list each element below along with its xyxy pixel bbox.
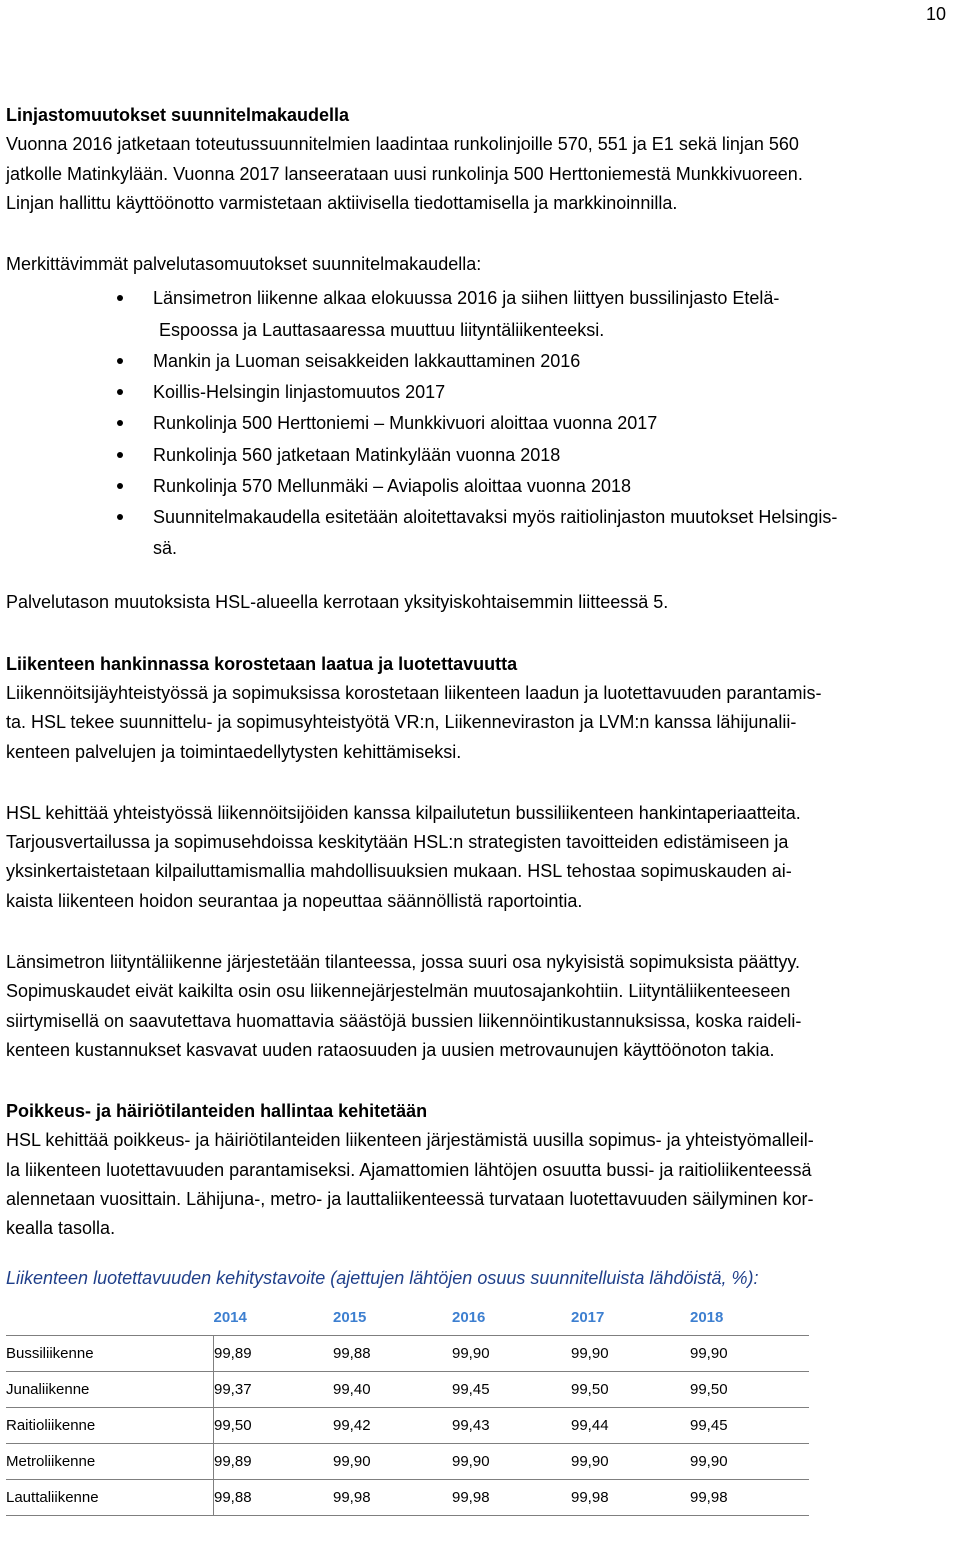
bullet-icon: [117, 358, 123, 364]
list-item-line: Mankin ja Luoman seisakkeiden lakkauttaminen 2016: [153, 350, 581, 371]
text-line: Sopimuskaudet eivät kaikilta osin osu liikennejärjestelmän muutosajankohtiin. Liityntäliikenteeseen: [6, 981, 791, 1002]
text-line: HSL kehittää yhteistyössä liikennöitsijöiden kanssa kilpailutetun bussiliikenteen hankintaperiaatteita.: [6, 802, 801, 823]
table-caption: Liikenteen luotettavuuden kehitystavoite (ajettujen lähtöjen osuus suunnitelluista lähdöistä, %):: [6, 1267, 759, 1288]
table-row: [6, 1479, 809, 1515]
table-header-year: 2014: [213, 1309, 247, 1327]
table-cell: 99,37: [214, 1371, 334, 1407]
list-item: [6, 471, 942, 502]
section-heading-poikkeus: Poikkeus- ja häiriötilanteiden hallintaa kehitetään: [6, 1101, 428, 1122]
text-line: ta. HSL tekee suunnittelu- ja sopimusyhteistyötä VR:n, Liikenneviraston ja LVM:n kanssa lähijunalii-: [6, 712, 797, 733]
section-heading-hankinta: Liikenteen hankinnassa korostetaan laatua ja luotettavuutta: [6, 653, 518, 674]
section3-paragraph: [6, 1126, 942, 1243]
table-row: [6, 1407, 809, 1443]
table-cell: 99,50: [571, 1371, 690, 1407]
list-item: [6, 408, 942, 439]
table-row-label: Lauttaliikenne: [6, 1479, 214, 1515]
text-line: la liikenteen luotettavuuden parantamiseksi. Ajamattomien lähtöjen osuutta bussi- ja raitioliikenteessä: [6, 1159, 812, 1180]
list-item-line: Runkolinja 570 Mellunmäki – Aviapolis aloittaa vuonna 2018: [153, 475, 631, 496]
bullet-icon: [117, 389, 123, 395]
table-cell: 99,89: [214, 1443, 334, 1479]
table-cell: 99,98: [452, 1479, 571, 1515]
table-row: [6, 1443, 809, 1479]
table-row-label: Bussiliikenne: [6, 1335, 214, 1371]
list-item: [6, 346, 942, 377]
table-row-label: Junaliikenne: [6, 1371, 214, 1407]
section2-paragraph-2: [6, 799, 942, 916]
text-line: kenteen palvelujen ja toimintaedellytysten kehittämiseksi.: [6, 741, 462, 762]
list-item-line: Länsimetron liikenne alkaa elokuussa 2016 ja siihen liittyen bussilinjasto Etelä-: [153, 288, 780, 309]
text-line: yksinkertaistetaan kilpailuttamismallia mahdollisuuksien mukaan. HSL tehostaa sopimuskauden ai-: [6, 861, 792, 882]
page-number: 10: [925, 4, 946, 24]
bullet-icon: [117, 295, 123, 301]
text-line: alennetaan vuosittain. Lähijuna-, metro- ja lauttaliikenteessä turvataan luotettavuuden säilyminen kor-: [6, 1189, 814, 1210]
bullet-icon: [117, 452, 123, 458]
reliability-table: [6, 1301, 809, 1516]
text-line: siirtymisellä on saavutettava huomattavia säästöjä bussien liikennöintikustannuksissa, koska raideli-: [6, 1010, 802, 1031]
table-header-empty: [6, 1301, 214, 1336]
table-row: [6, 1335, 809, 1371]
table-header-year: 2016: [452, 1309, 486, 1327]
table-cell: 99,90: [690, 1335, 809, 1371]
table-cell: 99,88: [333, 1335, 452, 1371]
list-item-line: sä.: [153, 538, 178, 559]
table-row-label: Metroliikenne: [6, 1443, 214, 1479]
changes-intro: Merkittävimmät palvelutasomuutokset suunnitelmakaudella:: [6, 254, 482, 275]
section2-paragraph-3: [6, 948, 942, 1065]
table-cell: 99,98: [333, 1479, 452, 1515]
table-cell: 99,90: [571, 1335, 690, 1371]
text-line: Linjan hallittu käyttöönotto varmistetaan aktiivisella tiedottamisella ja markkinoinnilla.: [6, 192, 678, 213]
table-cell: 99,45: [452, 1371, 571, 1407]
table-cell: 99,90: [571, 1443, 690, 1479]
changes-list: [6, 283, 942, 564]
table-cell: 99,98: [690, 1479, 809, 1515]
table-header-year: 2015: [333, 1309, 367, 1327]
section-heading-linjastomuutokset: Linjastomuutokset suunnitelmakaudella: [6, 105, 350, 125]
table-cell: 99,90: [452, 1335, 571, 1371]
list-item: [6, 502, 942, 564]
table-row: [6, 1371, 809, 1407]
text-line: kaista liikenteen hoidon seurantaa ja nopeuttaa säännöllistä raportointia.: [6, 890, 583, 911]
text-line: Länsimetron liityntäliikenne järjestetään tilanteessa, jossa suuri osa nykyisistä sopimuksista päättyy.: [6, 951, 801, 972]
list-item: [6, 283, 942, 345]
table-cell: 99,50: [690, 1371, 809, 1407]
list-item: [6, 440, 942, 471]
bullet-icon: [117, 420, 123, 426]
table-cell: 99,42: [333, 1407, 452, 1443]
section2-paragraph-1: [6, 679, 942, 767]
list-item-line: Runkolinja 560 jatketaan Matinkylään vuonna 2018: [153, 444, 561, 465]
text-line: jatkolle Matinkylään. Vuonna 2017 lanseerataan uusi runkolinja 500 Herttoniemestä Munkkivuoreen.: [6, 163, 803, 184]
text-line: kealla tasolla.: [6, 1218, 116, 1239]
table-cell: 99,50: [214, 1407, 334, 1443]
table-cell: 99,90: [333, 1443, 452, 1479]
table-row-label: Raitioliikenne: [6, 1407, 214, 1443]
changes-outro: Palvelutason muutoksista HSL-alueella kerrotaan yksityiskohtaisemmin liitteessä 5.: [6, 592, 669, 613]
table-cell: 99,44: [571, 1407, 690, 1443]
table-header-year: 2017: [571, 1309, 605, 1327]
table-cell: 99,89: [214, 1335, 334, 1371]
table-cell: 99,45: [690, 1407, 809, 1443]
table-cell: 99,90: [452, 1443, 571, 1479]
text-line: kenteen kustannukset kasvavat uuden rataosuuden ja uusien metrovaunujen käyttöönoton takia.: [6, 1039, 775, 1060]
table-header-year: 2018: [690, 1309, 724, 1327]
list-item: [6, 377, 942, 408]
document-body: [6, 101, 942, 1516]
list-item-line: Espoossa ja Lauttasaaressa muuttuu liityntäliikenteeksi.: [159, 319, 605, 340]
table-cell: 99,40: [333, 1371, 452, 1407]
list-item-line: Suunnitelmakaudella esitetään aloitettavaksi myös raitiolinjaston muutokset Helsingis-: [153, 506, 838, 527]
list-item-line: Runkolinja 500 Herttoniemi – Munkkivuori aloittaa vuonna 2017: [153, 413, 658, 434]
bullet-icon: [117, 483, 123, 489]
table-cell: 99,43: [452, 1407, 571, 1443]
table-cell: 99,98: [571, 1479, 690, 1515]
text-line: Vuonna 2016 jatketaan toteutussuunnitelmien laadintaa runkolinjoille 570, 551 ja E1 sekä linjan 560: [6, 134, 799, 155]
table-cell: 99,88: [214, 1479, 334, 1515]
table-header-row: [6, 1301, 809, 1336]
bullet-icon: [117, 514, 123, 520]
text-line: HSL kehittää poikkeus- ja häiriötilanteiden liikenteen järjestämistä uusilla sopimus- ja yhteistyömalleil-: [6, 1130, 814, 1151]
table-cell: 99,90: [690, 1443, 809, 1479]
text-line: Tarjousvertailussa ja sopimusehdoissa keskitytään HSL:n strategisten tavoitteiden edistämiseen ja: [6, 832, 789, 853]
text-line: Liikennöitsijäyhteistyössä ja sopimuksissa korostetaan liikenteen laadun ja luotettavuuden parantamis-: [6, 682, 822, 703]
section1-paragraph: [6, 130, 942, 218]
list-item-line: Koillis-Helsingin linjastomuutos 2017: [153, 382, 446, 403]
